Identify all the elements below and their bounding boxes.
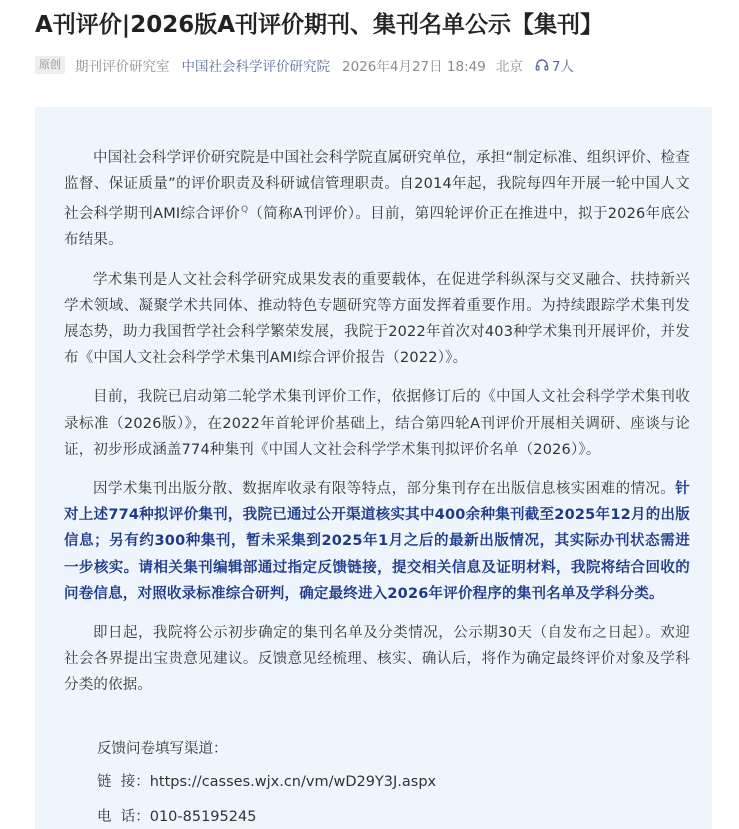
- phone-number[interactable]: 010-85195245: [149, 809, 257, 825]
- paragraph-4-text: 因学术集刊出版分散、数据库收录有限等特点，部分集刊存在出版信息核实困难的情况。: [93, 481, 676, 498]
- original-badge: 原创: [35, 56, 65, 74]
- listener-count: 7人: [551, 59, 574, 75]
- phone-label: 电 话：: [97, 809, 150, 825]
- paragraph-1-text-b: （简称A刊评价）。目前，第四轮评价正在推进中，拟于2026年底公布结果。: [64, 206, 690, 249]
- paragraph-2: 学术集刊是人文社会科学研究成果发表的重要载体，在促进学科纵深与交叉融合、扶持新兴学术领域、凝聚学术共同体、推动特色专题研究等方面发挥着重要作用。为持续跟踪学术集刊发展态势，助力我国哲学社会科学繁荣发展，我院于2022年首次对403种学术集刊开展评价，并发布《中国人文社会科学学术集刊AMI综合评价报告（2022）》。: [64, 271, 690, 367]
- feedback-heading: 反馈问卷填写渠道：: [97, 741, 228, 757]
- paragraph-1-text-a: 中国社会科学评价研究院是中国社会科学院直属研究单位，承担“制定标准、组织评价、检查监督、保证质量”的评价职责及科研诚信管理职责。自2014年起，我院每四年开展一轮中国人文社会科学期刊AMI综合评价: [64, 150, 690, 223]
- paragraph-5: 即日起，我院将公示初步确定的集刊名单及分类情况，公示期30天（自发布之日起）。欢迎社会各界提出宝贵意见建议。反馈意见经梳理、核实、确认后，将作为确定最终评价对象及学科分类的依据。: [64, 625, 690, 694]
- article-body: [64, 145, 690, 712]
- paragraph-4-bold-text: 针对上述774种拟评价集刊，我院已通过公开渠道核实其中400余种集刊截至2025年12月的出版信息；另有约300种集刊，暂未采集到2025年1月之后的最新出版情况，其实际办刊状态需进一步核实。请相关集刊编辑部通过指定反馈链接，提交相关信息及证明材料，我院将结合回收的问卷信息，对照收录标准综合研判，确定最终进入2026年评价程序的集刊名单及学科分类。: [64, 481, 690, 602]
- author-name: 期刊评价研究室: [75, 59, 170, 75]
- article-meta: [35, 54, 574, 76]
- paragraph-3: 目前，我院已启动第二轮学术集刊评价工作，依据修订后的《中国人文社会科学学术集刊收录标准（2026版）》，在2022年首轮评价基础上，结合第四轮A刊评价开展相关调研、座谈与论证，初步形成涵盖774种集刊《中国人文社会科学学术集刊拟评价名单（2026）》。: [64, 389, 690, 458]
- link-label: 链 接：: [97, 774, 150, 790]
- account-name-link[interactable]: 中国社会科学评价研究院: [181, 59, 330, 75]
- feedback-phone-row: [97, 805, 256, 826]
- headphones-icon: [535, 58, 549, 72]
- paragraph-4: [64, 476, 690, 607]
- feedback-link[interactable]: https://casses.wjx.cn/vm/wD29Y3J.aspx: [149, 774, 437, 790]
- paragraph-1: [64, 145, 690, 254]
- article-title: A刊评价|2026版A刊评价期刊、集刊名单公示【集刊】: [35, 12, 604, 38]
- search-icon[interactable]: Q: [240, 205, 249, 216]
- publish-location: 北京: [495, 59, 523, 75]
- publish-time: 2026年4月27日 18:49: [342, 59, 486, 75]
- feedback-link-row: [97, 770, 436, 791]
- listen-button[interactable]: [535, 55, 574, 75]
